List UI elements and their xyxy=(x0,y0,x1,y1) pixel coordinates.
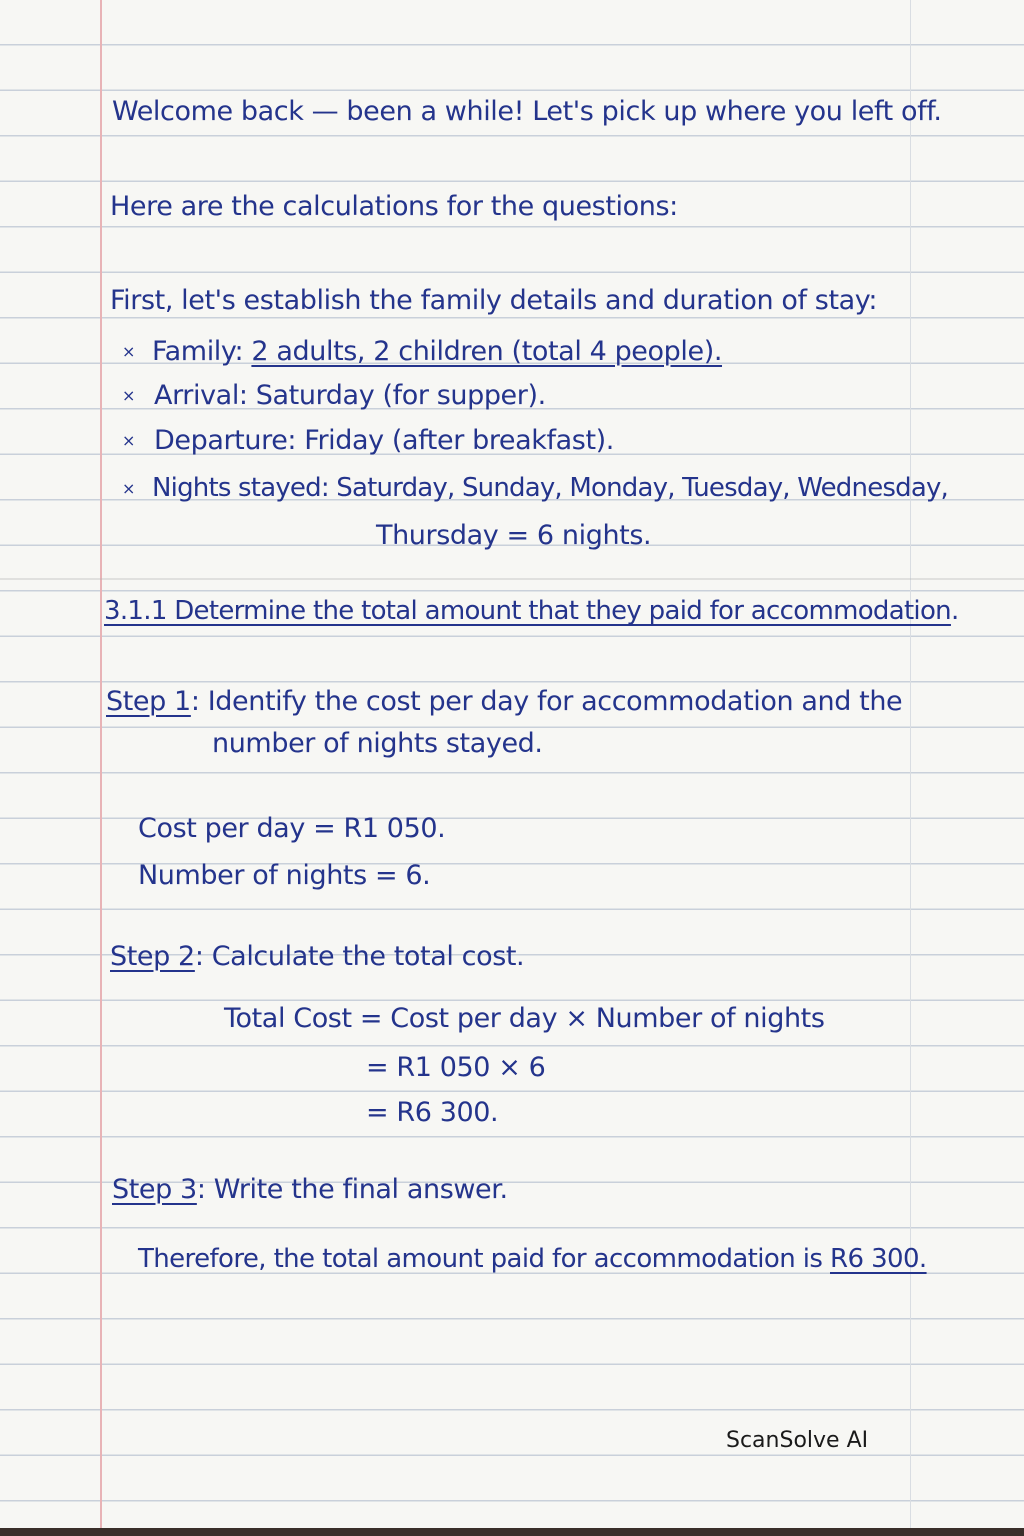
step2-line xyxy=(110,943,524,970)
bullet-icon: × xyxy=(122,431,136,450)
question-heading xyxy=(104,598,959,624)
bullet-icon: × xyxy=(122,479,136,498)
bullet-icon: × xyxy=(122,342,136,361)
total-cost-result: = R6 300. xyxy=(366,1097,499,1128)
total-cost-formula: Total Cost = Cost per day × Number of nights xyxy=(224,1003,825,1034)
step3-line xyxy=(112,1176,508,1203)
step3-colon: : xyxy=(196,1174,206,1205)
bullet-icon: × xyxy=(122,386,136,405)
question-heading-text: 3.1.1 Determine the total amount that they paid for accommodation xyxy=(104,596,951,626)
total-cost-calculation: = R1 050 × 6 xyxy=(366,1052,546,1083)
step2-label: Step 2 xyxy=(110,941,195,972)
step3-label: Step 3 xyxy=(112,1174,197,1205)
desk-edge xyxy=(0,1528,1024,1536)
step2-colon: : xyxy=(194,941,204,972)
arrival-line: Arrival: Saturday (for supper). xyxy=(154,380,546,411)
step3-text: Write the final answer. xyxy=(213,1174,508,1205)
final-answer-prefix: Therefore, the total amount paid for accommodation is xyxy=(138,1244,823,1274)
details-intro-line: First, let's establish the family details and duration of stay: xyxy=(110,285,878,316)
nights-line-2: Thursday = 6 nights. xyxy=(376,520,652,551)
step1-text-line-2: number of nights stayed. xyxy=(212,728,543,759)
number-of-nights: Number of nights = 6. xyxy=(138,860,431,891)
step1-colon: : xyxy=(190,686,200,717)
family-line xyxy=(152,338,722,365)
family-label: Family: xyxy=(152,336,244,367)
cost-per-day: Cost per day = R1 050. xyxy=(138,813,446,844)
family-value: 2 adults, 2 children (total 4 people). xyxy=(251,336,723,367)
right-margin-line xyxy=(910,0,911,1528)
step1-text: Identify the cost per day for accommodation and the xyxy=(207,686,903,717)
question-heading-period: . xyxy=(950,596,959,626)
final-answer-line xyxy=(138,1246,927,1272)
step1-label: Step 1 xyxy=(106,686,191,717)
departure-line: Departure: Friday (after breakfast). xyxy=(154,425,614,456)
step2-text: Calculate the total cost. xyxy=(211,941,525,972)
final-answer-value: R6 300. xyxy=(830,1244,927,1274)
nights-line-1: Nights stayed: Saturday, Sunday, Monday, Tuesday, Wednesday, xyxy=(152,473,949,503)
welcome-line: Welcome back — been a while! Let's pick up where you left off. xyxy=(112,96,942,127)
intro-line: Here are the calculations for the questions: xyxy=(110,191,678,222)
paper-fold xyxy=(0,578,1024,580)
margin-line xyxy=(100,0,102,1528)
brand-watermark: ScanSolve AI xyxy=(726,1428,869,1453)
step1-line xyxy=(106,688,902,715)
